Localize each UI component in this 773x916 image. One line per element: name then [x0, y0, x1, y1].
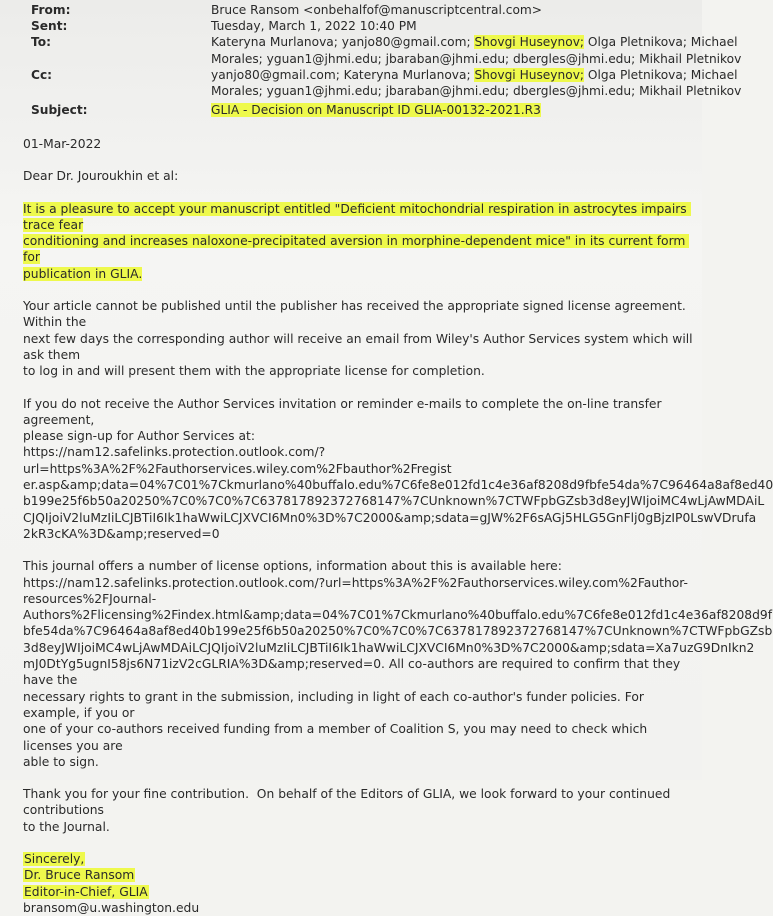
cc-row — [31, 67, 742, 99]
author-services-link[interactable]: 2kR3cKA%3D&amp;reserved=0 — [23, 526, 220, 541]
to-highlight: Shovgi Huseynov; — [474, 35, 585, 50]
options-line: able to sign. — [23, 754, 99, 769]
to-line-1-b: Olga Pletnikova; Michael — [584, 35, 738, 50]
services-line: If you do not receive the Author Services invitation or reminder e-mails to complete the on-line transfer agreement, — [23, 396, 666, 427]
from-value: Bruce Ransom <onbehalfof@manuscriptcentral.com> — [211, 3, 542, 17]
author-services-link[interactable]: b199e25f6b50a20250%7C0%7C0%7C637817892372768147%7CUnknown%7CTWFpbGZsb3d8eyJWIjoiMC4wLjAwMDAiL — [23, 494, 765, 509]
to-line-2: Morales; yguan1@jhmi.edu; jbaraban@jhmi.edu; dbergles@jhmi.edu; Mikhail Pletnikov — [211, 51, 742, 66]
cc-line-2: Morales; yguan1@jhmi.edu; jbaraban@jhmi.edu; dbergles@jhmi.edu; Mikhail Pletnikov — [211, 84, 742, 99]
cc-line-1 — [211, 67, 738, 83]
options-line: This journal offers a number of license options, information about this is available here: — [23, 559, 562, 574]
sign-off: Sincerely, — [24, 851, 85, 866]
cc-highlight: Shovgi Huseynov; — [474, 67, 585, 82]
subject-value: GLIA - Decision on Manuscript ID GLIA-00132-2021.R3 — [211, 103, 541, 118]
signer-title: Editor-in-Chief, GLIA — [24, 884, 148, 899]
acceptance-paragraph — [23, 201, 695, 282]
thanks-line: Thank you for your fine contribution. On behalf of the Editors of GLIA, we look forward to your continued contributions — [23, 787, 675, 818]
email-body — [23, 136, 773, 916]
license-line: next few days the corresponding author will receive an email from Wiley's Author Services system which will ask them — [23, 331, 697, 362]
sent-label: Sent: — [31, 19, 68, 34]
cc-label: Cc: — [31, 67, 53, 82]
from-row — [31, 2, 701, 18]
signer-name: Dr. Bruce Ransom — [24, 868, 135, 883]
sent-value: Tuesday, March 1, 2022 10:40 PM — [211, 19, 417, 34]
license-options-link[interactable]: bfe54da%7C96464a8af8ed40b199e25f6b50a20250%7C0%7C0%7C637817892372768147%7CUnknown%7CTWFpbGZsb — [23, 624, 773, 639]
to-line-1 — [211, 34, 738, 50]
license-options-link[interactable]: resources%2FJournal- — [23, 591, 157, 606]
cc-line-1-b: Olga Pletnikova; Michael — [584, 67, 738, 82]
license-paragraph — [23, 298, 695, 379]
author-services-paragraph — [23, 396, 773, 543]
acceptance-line-1: It is a pleasure to accept your manuscript entitled "Deficient mitochondrial respiration in astrocytes impairs trace fear — [23, 201, 691, 232]
subject-row — [31, 102, 701, 118]
subject-label: Subject: — [31, 103, 88, 118]
license-options-link[interactable]: https://nam12.safelinks.protection.outlook.com/?url=https%3A%2F%2Fauthorservices.wiley.com%2Fauthor- — [23, 575, 688, 590]
options-line: mJ0DtYg5ugnI58js6N71izV2cGLRIA%3D&amp;reserved=0. All co-authors are required to confirm that they have the — [23, 657, 685, 688]
license-line: to log in and will present them with the appropriate license for completion. — [23, 364, 485, 379]
letter-date: 01-Mar-2022 — [23, 137, 102, 151]
author-services-link[interactable]: er.asp&amp;data=04%7C01%7Ckmurlano%40buffalo.edu%7C6fe8e012fd1c4e36af8208d9fbfe54da%7C96464a8af8ed40 — [23, 478, 773, 493]
sent-row — [31, 18, 701, 34]
to-line-1-a: Kateryna Murlanova; yanjo80@gmail.com; — [211, 35, 475, 50]
license-options-paragraph — [23, 558, 773, 770]
acceptance-line-2: conditioning and increases naloxone-precipitated aversion in morphine-dependent mice" in its current form for — [23, 234, 690, 265]
to-label: To: — [31, 35, 51, 50]
options-line: necessary rights to grant in the submission, including in light of each co-author's funder policies. For example, if you or — [23, 689, 648, 720]
to-row — [31, 34, 742, 66]
thanks-paragraph — [23, 786, 695, 835]
author-services-link[interactable]: CJQIjoiV2luMzIiLCJBTiI6Ik1haWwiLCJXVCI6Mn0%3D%7C2000&amp;sdata=gJW%2F6sAGj5HLG5GnFlj0gBjzIP0LswVDrufa — [23, 510, 757, 525]
from-label: From: — [31, 3, 71, 17]
subject-value-wrap — [211, 102, 701, 118]
author-services-link[interactable]: https://nam12.safelinks.protection.outlook.com/?url=https%3A%2F%2Fauthorservices.wiley.com%2Fbauthor%2Fregist — [23, 445, 452, 476]
signature-block — [23, 851, 695, 916]
acceptance-line-3: publication in GLIA. — [23, 266, 143, 281]
thanks-line: to the Journal. — [23, 819, 110, 834]
license-line: Your article cannot be published until the publisher has received the appropriate signed license agreement. Within the — [23, 299, 690, 330]
options-line: one of your co-authors received funding from a member of Coalition S, you may need to check which licenses you are — [23, 722, 652, 753]
services-line: please sign-up for Author Services at: — [23, 429, 255, 444]
cc-line-1-a: yanjo80@gmail.com; Kateryna Murlanova; — [211, 67, 475, 82]
email-header — [31, 2, 742, 118]
license-options-link[interactable]: 3d8eyJWIjoiMC4wLjAwMDAiLCJQIjoiV2luMzIiLCJBTiI6Ik1haWwiLCJXVCI6Mn0%3D%7C2000&amp;sdata=Xa7uzG9DnIkn2 — [23, 640, 755, 655]
greeting: Dear Dr. Jouroukhin et al: — [23, 169, 179, 184]
signer-email[interactable]: bransom@u.washington.edu — [23, 900, 200, 915]
license-options-link[interactable]: Authors%2Flicensing%2Findex.html&amp;data=04%7C01%7Ckmurlano%40buffalo.edu%7C6fe8e012fd1c4e36af8208d9f — [23, 608, 773, 623]
